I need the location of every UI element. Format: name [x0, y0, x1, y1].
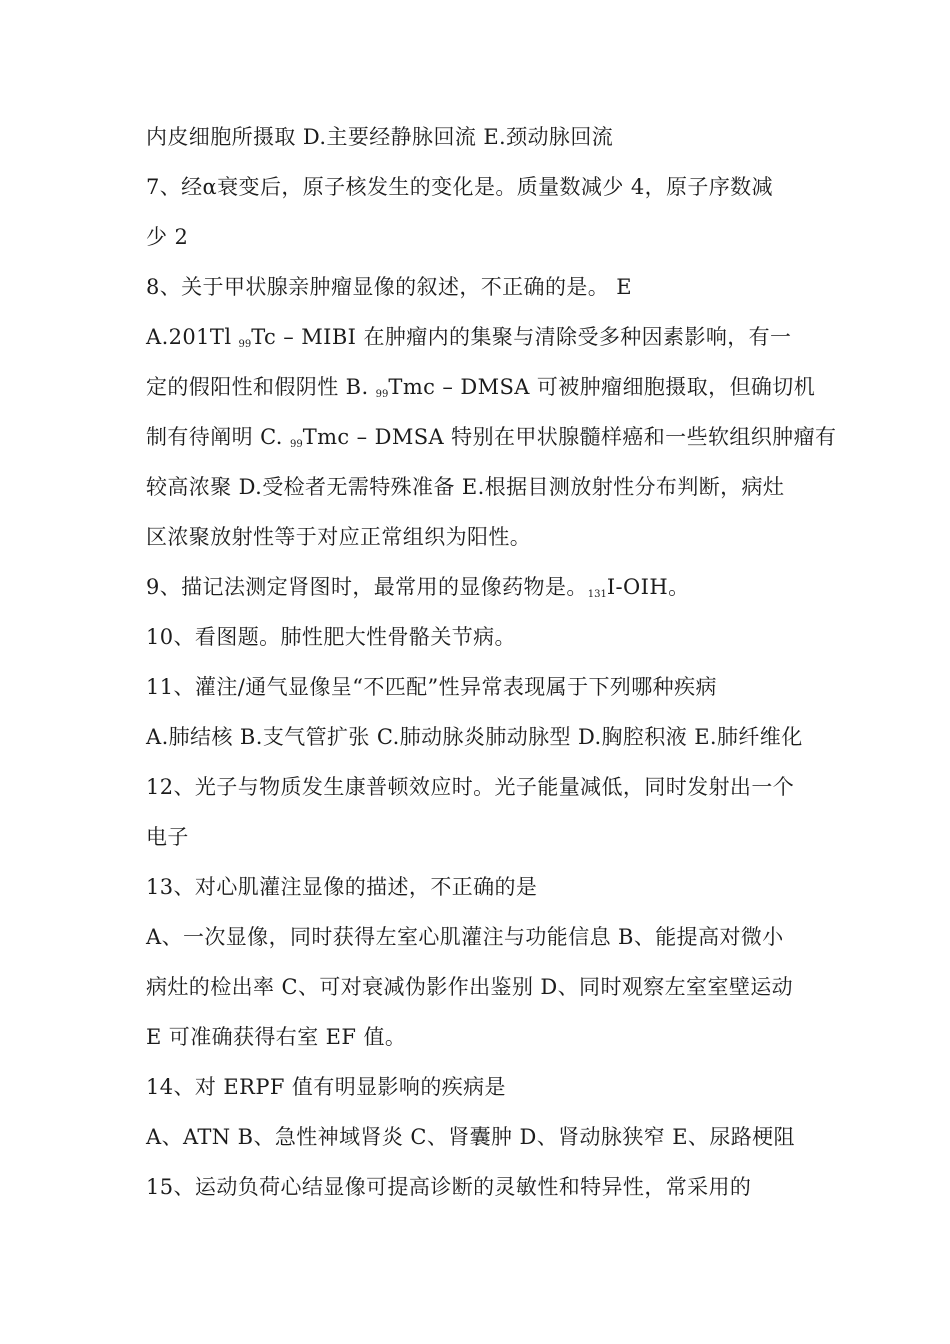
text-line: 较高浓聚 D.受检者无需特殊准备 E.根据目测放射性分布判断，病灶 [146, 475, 785, 499]
text-line: A.肺结核 B.支气管扩张 C.肺动脉炎肺动脉型 D.胸腔积液 E.肺纤维化 [146, 725, 803, 749]
text-run: 9、描记法测定肾图时，最常用的显像药物是。 [146, 575, 588, 599]
text-line: A、ATN B、急性神域肾炎 C、肾囊肿 D、肾动脉狭窄 E、尿路梗阻 [146, 1125, 795, 1149]
text-run: 定的假阳性和假阴性 B. [146, 375, 376, 399]
text-line: 7、经α衰变后，原子核发生的变化是。质量数减少 4，原子序数减 [146, 175, 773, 199]
text-line [146, 422, 837, 460]
text-run: 制有待阐明 C. [146, 425, 290, 449]
text-line: 12、光子与物质发生康普顿效应时。光子能量减低，同时发射出一个 [146, 775, 795, 799]
text-line: A、一次显像，同时获得左室心肌灌注与功能信息 B、能提高对微小 [146, 925, 784, 949]
text-run: A.201Tl [146, 325, 239, 349]
text-line: E 可准确获得右室 EF 值。 [146, 1025, 407, 1049]
text-line: 11、灌注/通气显像呈“不匹配”性异常表现属于下列哪种疾病 [146, 675, 717, 699]
isotope-mass-number: 131 [587, 589, 607, 600]
text-run: Tmc – DMSA 可被肿瘤细胞摄取，但确切机 [388, 375, 816, 399]
text-line: 内皮细胞所摄取 D.主要经静脉回流 E.颈动脉回流 [146, 125, 614, 149]
isotope-mass-number: 99 [238, 339, 252, 350]
text-run: I-OIH。 [606, 575, 690, 599]
text-line: 少 2 [146, 225, 189, 249]
text-line: 8、关于甲状腺亲肿瘤显像的叙述，不正确的是。 E [146, 275, 632, 299]
text-line: 15、运动负荷心结显像可提高诊断的灵敏性和特异性，常采用的 [146, 1175, 752, 1199]
text-line: 14、对 ERPF 值有明显影响的疾病是 [146, 1075, 506, 1099]
text-line: 10、看图题。肺性肥大性骨骼关节病。 [146, 625, 516, 649]
text-line [146, 572, 826, 610]
text-run: Tc – MIBI 在肿瘤内的集聚与清除受多种因素影响，有一 [251, 325, 792, 349]
text-run: Tmc – DMSA 特别在甲状腺髓样癌和一些软组织肿瘤有 [302, 425, 837, 449]
text-line [146, 372, 826, 410]
text-line: 区浓聚放射性等于对应正常组织为阳性。 [146, 525, 532, 549]
isotope-mass-number: 99 [375, 389, 389, 400]
text-line: 13、对心肌灌注显像的描述，不正确的是 [146, 875, 538, 899]
text-line: 病灶的检出率 C、可对衰减伪影作出鉴别 D、同时观察左室室壁运动 [146, 975, 794, 999]
text-line: 电子 [146, 825, 189, 849]
isotope-mass-number: 99 [289, 439, 303, 450]
text-line [146, 322, 826, 360]
